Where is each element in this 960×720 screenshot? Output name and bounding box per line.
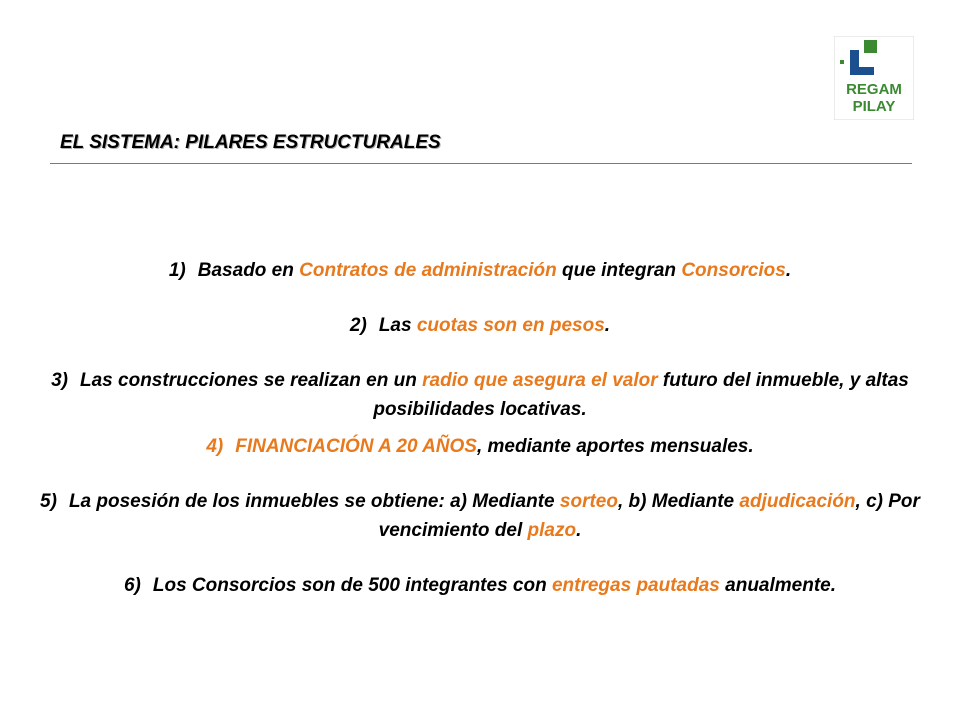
highlighted-text: radio que asegura el valor xyxy=(422,370,658,391)
slide-title: EL SISTEMA: PILARES ESTRUCTURALES xyxy=(60,132,441,153)
logo-text-regam: REGAM xyxy=(846,81,902,98)
pillar-text: Basado en xyxy=(197,260,300,281)
pillar-text: . xyxy=(785,260,792,281)
pillar-text: Los Consorcios son de 500 integrantes con xyxy=(152,575,552,596)
pillar-text: , mediante aportes mensuales. xyxy=(476,436,754,457)
pillar-number: 4) xyxy=(206,436,224,457)
pillar-text: La posesión de los inmuebles se obtiene: a) Mediante xyxy=(68,491,560,512)
pillar-number: 2) xyxy=(349,315,367,336)
highlighted-text: sorteo xyxy=(559,491,618,512)
pillar-text: que integran xyxy=(556,260,682,281)
pillar-item xyxy=(40,432,920,461)
highlighted-text: FINANCIACIÓN A 20 AÑOS xyxy=(235,436,477,457)
pillars-list xyxy=(40,256,920,600)
pillar-number: 5) xyxy=(40,491,57,512)
logo-green-square xyxy=(864,40,877,53)
pillar-text: anualmente. xyxy=(719,575,837,596)
logo-text-pilay: PILAY xyxy=(852,98,896,115)
highlighted-text: Contratos de administración xyxy=(299,260,557,281)
pillar-number: 1) xyxy=(168,260,186,281)
pillar-item xyxy=(40,311,920,340)
pillar-text: futuro del inmueble, y altas posibilidades locativas. xyxy=(373,370,909,420)
pillar-item xyxy=(40,571,920,600)
pillar-item xyxy=(40,487,920,545)
pillar-number: 3) xyxy=(51,370,68,391)
pillar-text: , c) Por vencimiento del xyxy=(378,491,920,541)
pillar-text: Las construcciones se realizan en un xyxy=(80,370,423,391)
pillar-text: , b) Mediante xyxy=(617,491,740,512)
pillar-text: Las xyxy=(378,315,417,336)
pillar-text: . xyxy=(604,315,611,336)
pillar-item xyxy=(40,366,920,424)
title-divider xyxy=(50,163,912,164)
highlighted-text: plazo xyxy=(527,520,577,541)
highlighted-text: adjudicación xyxy=(739,491,856,512)
pillar-item xyxy=(40,256,920,285)
highlighted-text: cuotas son en pesos xyxy=(416,315,605,336)
regam-pilay-logo xyxy=(834,36,914,120)
pillar-text: . xyxy=(576,520,582,541)
pillar-number: 6) xyxy=(123,575,141,596)
highlighted-text: Consorcios xyxy=(681,260,786,281)
highlighted-text: entregas pautadas xyxy=(551,575,720,596)
